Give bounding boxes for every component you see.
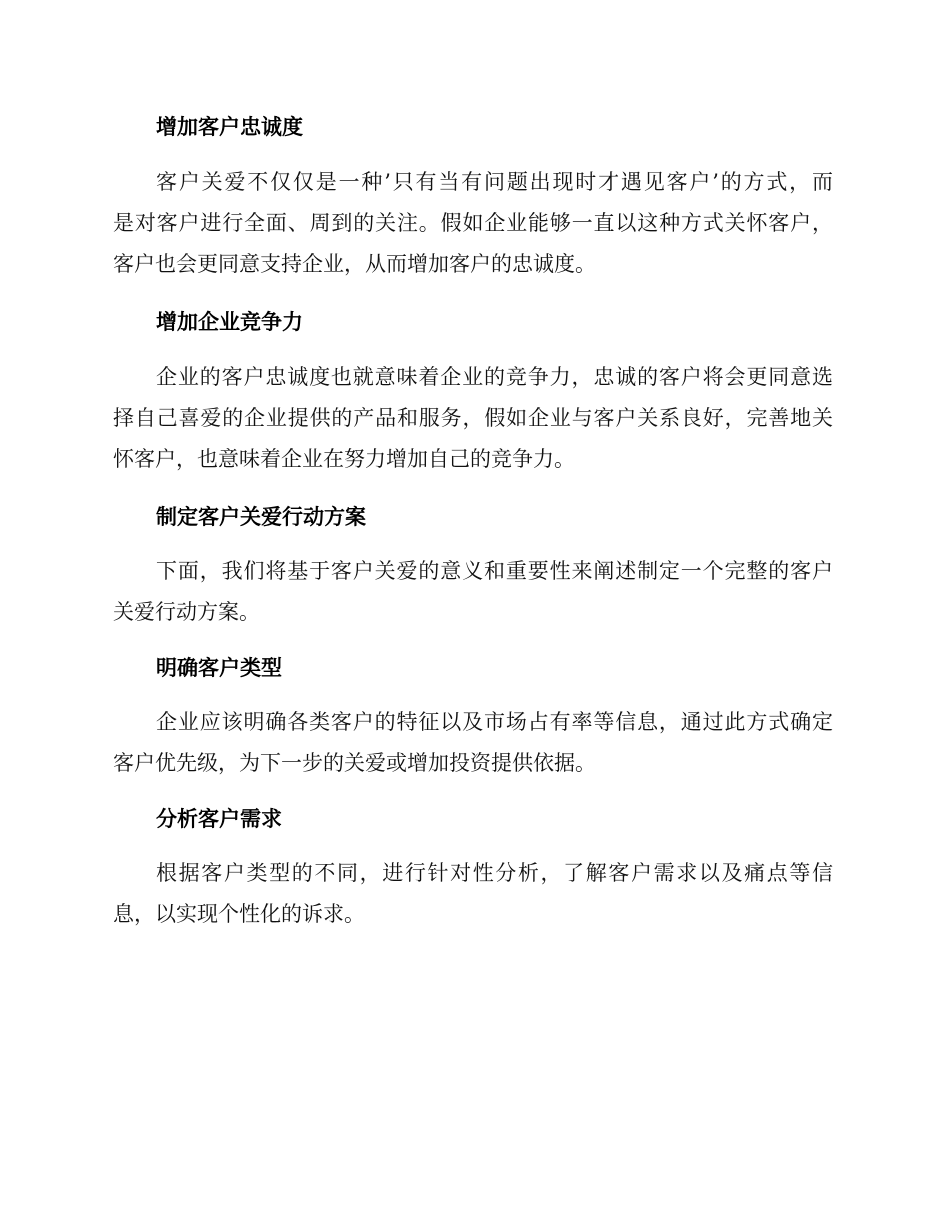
section-paragraph-competitiveness (113, 357, 833, 480)
paragraph-line: 客户优先级，为下一步的关爱或增加投资提供依据。 (113, 751, 596, 775)
paragraph-line: 根据客户类型的不同，进行针对性分析，了解客户需求以及痛点等信 (156, 861, 833, 885)
section-paragraph-action-plan (113, 551, 833, 633)
section-paragraph-customer-loyalty (113, 162, 833, 285)
section-heading-customer-needs: 分析客户需求 (156, 807, 282, 831)
paragraph-line: 客户关爱不仅仅是一种’只有当有问题出现时才遇见客户’的方式，而 (156, 170, 833, 194)
paragraph-line: 是对客户进行全面、周到的关注。假如企业能够一直以这种方式关怀客户， (113, 211, 833, 235)
paragraph-line: 企业应该明确各类客户的特征以及市场占有率等信息，通过此方式确定 (156, 710, 833, 734)
section-heading-action-plan: 制定客户关爱行动方案 (156, 505, 366, 529)
paragraph-line: 下面，我们将基于客户关爱的意义和重要性来阐述制定一个完整的客户 (156, 559, 833, 583)
paragraph-line: 关爱行动方案。 (113, 600, 260, 624)
section-heading-competitiveness: 增加企业竞争力 (156, 310, 303, 334)
section-paragraph-customer-types (113, 702, 833, 784)
paragraph-line: 息，以实现个性化的诉求。 (113, 902, 365, 926)
section-paragraph-customer-needs (113, 853, 833, 935)
section-heading-customer-types: 明确客户类型 (156, 656, 282, 680)
paragraph-line: 怀客户，也意味着企业在努力增加自己的竞争力。 (113, 447, 575, 471)
paragraph-line: 择自己喜爱的企业提供的产品和服务，假如企业与客户关系良好，完善地关 (113, 406, 833, 430)
section-heading-customer-loyalty: 增加客户忠诚度 (156, 115, 303, 139)
paragraph-line: 客户也会更同意支持企业，从而增加客户的忠诚度。 (113, 252, 596, 276)
paragraph-line: 企业的客户忠诚度也就意味着企业的竞争力，忠诚的客户将会更同意选 (156, 365, 833, 389)
